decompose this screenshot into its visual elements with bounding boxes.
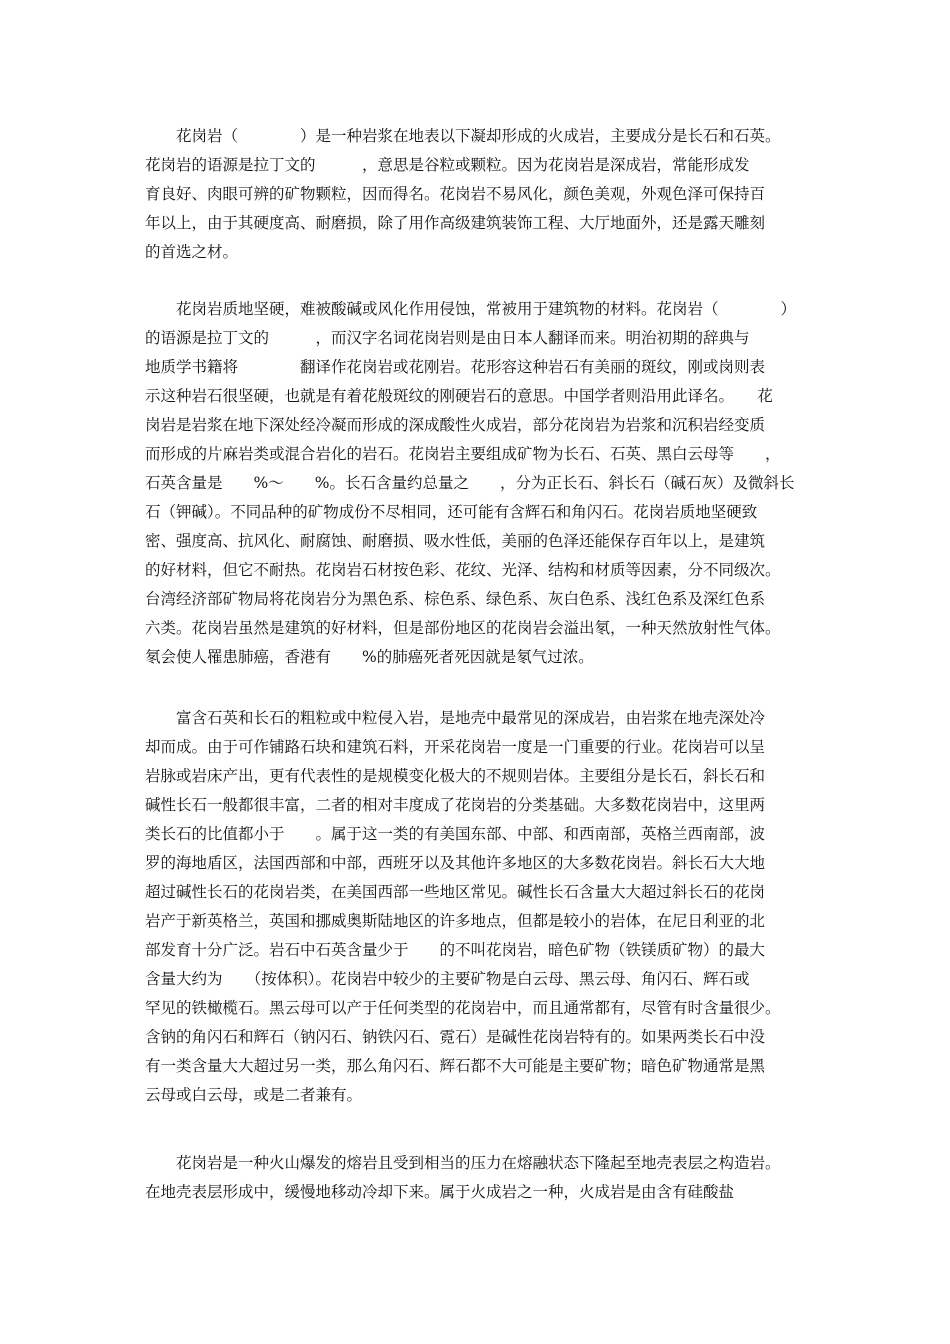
text-line: 岩脉或岩床产出，更有代表性的是规模变化极大的不规则岩体。主要组分是长石，斜长石和: [145, 767, 766, 785]
text-line: 类长石的比值都小于 。属于这一类的有美国东部、中部、和西南部，英格兰西南部，波: [145, 825, 766, 843]
text-line: 却而成。由于可作铺路石块和建筑石料，开采花岗岩一度是一门重要的行业。花岗岩可以呈: [145, 738, 766, 756]
text-line: 台湾经济部矿物局将花岗岩分为黑色系、棕色系、绿色系、灰白色系、浅红色系及深红色系: [145, 590, 766, 608]
paragraph-granite-intro: [145, 122, 835, 267]
paragraph-granite-properties: [145, 295, 835, 672]
text-line: 的语源是拉丁文的 ，而汉字名词花岗岩则是由日本人翻译而来。明治初期的辞典与: [145, 329, 750, 347]
text-line: 石（钾碱）。不同品种的矿物成份不尽相同，还可能有含辉石和角闪石。花岗岩质地坚硬致: [145, 503, 758, 521]
text-line: 的好材料，但它不耐热。花岗岩石材按色彩、花纹、光泽、结构和材质等因素，分不同级次。: [145, 561, 781, 579]
text-line: 超过碱性长石的花岗岩类，在美国西部一些地区常见。碱性长石含量大大超过斜长石的花岗: [145, 883, 766, 901]
text-line: 有一类含量大大超过另一类，那么角闪石、辉石都不大可能是主要矿物；暗色矿物通常是黑: [145, 1057, 766, 1075]
text-line: 含钠的角闪石和辉石（钠闪石、钠铁闪石、霓石）是碱性花岗岩特有的。如果两类长石中没: [145, 1028, 766, 1046]
text-line: 花岗岩的语源是拉丁文的 ，意思是谷粒或颗粒。因为花岗岩是深成岩，常能形成发: [145, 156, 750, 174]
text-line: 岩产于新英格兰，英国和挪威奥斯陆地区的许多地点，但都是较小的岩体，在尼日利亚的北: [145, 912, 766, 930]
text-line: 花岗岩质地坚硬，难被酸碱或风化作用侵蚀，常被用于建筑物的材料。花岗岩（ ）: [145, 300, 797, 318]
text-line: 年以上，由于其硬度高、耐磨损，除了用作高级建筑装饰工程、大厅地面外，还是露天雕刻: [145, 214, 766, 232]
text-line: 育良好、肉眼可辨的矿物颗粒，因而得名。花岗岩不易风化，颜色美观，外观色泽可保持百: [145, 185, 766, 203]
text-line: 富含石英和长石的粗粒或中粒侵入岩，是地壳中最常见的深成岩，由岩浆在地壳深处冷: [145, 709, 766, 727]
text-line: 岗岩是岩浆在地下深处经冷凝而形成的深成酸性火成岩，部分花岗岩为岩浆和沉积岩经变质: [145, 416, 766, 434]
text-line: 花岗岩是一种火山爆发的熔岩且受到相当的压力在熔融状态下隆起至地壳表层之构造岩。: [145, 1154, 781, 1172]
text-line: 花岗岩（ ）是一种岩浆在地表以下凝却形成的火成岩，主要成分是长石和石英。: [145, 127, 781, 145]
text-line: 氡会使人罹患肺癌，香港有 %的肺癌死者死因就是氡气过浓。: [145, 648, 594, 666]
paragraph-granite-composition: [145, 704, 835, 1110]
text-line: 在地壳表层形成中，缓慢地移动冷却下来。属于火成岩之一种，火成岩是由含有硅酸盐: [145, 1183, 735, 1201]
text-line: 密、强度高、抗风化、耐腐蚀、耐磨损、吸水性低，美丽的色泽还能保存百年以上，是建筑: [145, 532, 766, 550]
text-line: 六类。花岗岩虽然是建筑的好材料，但是部份地区的花岗岩会溢出氡，一种天然放射性气体。: [145, 619, 781, 637]
text-line: 罗的海地盾区，法国西部和中部，西班牙以及其他许多地区的大多数花岗岩。斜长石大大地: [145, 854, 766, 872]
text-line: 含量大约为 （按体积）。花岗岩中较少的主要矿物是白云母、黑云母、角闪石、辉石或: [145, 970, 750, 988]
text-line: 的首选之材。: [145, 243, 239, 261]
text-line: 部发育十分广泛。岩石中石英含量少于 的不叫花岗岩，暗色矿物（铁镁质矿物）的最大: [145, 941, 766, 959]
text-line: 示这种岩石很坚硬，也就是有着花般斑纹的刚硬岩石的意思。中国学者则沿用此译名。 花: [145, 387, 773, 405]
text-line: 石英含量是 %～ %。长石含量约总量之 ，分为正长石、斜长石（碱石灰）及微斜长: [145, 474, 795, 492]
text-line: 碱性长石一般都很丰富，二者的相对丰度成了花岗岩的分类基础。大多数花岗岩中，这里两: [145, 796, 766, 814]
text-line: 而形成的片麻岩类或混合岩化的岩石。花岗岩主要组成矿物为长石、石英、黑白云母等 ，: [145, 445, 781, 463]
text-line: 罕见的铁橄榄石。黑云母可以产于任何类型的花岗岩中，而且通常都有，尽管有时含量很少。: [145, 999, 781, 1017]
text-line: 地质学书籍将 翻译作花岗岩或花刚岩。花形容这种岩石有美丽的斑纹，刚或岗则表: [145, 358, 766, 376]
paragraph-granite-formation: [145, 1149, 835, 1207]
text-line: 云母或白云母，或是二者兼有。: [145, 1086, 363, 1104]
